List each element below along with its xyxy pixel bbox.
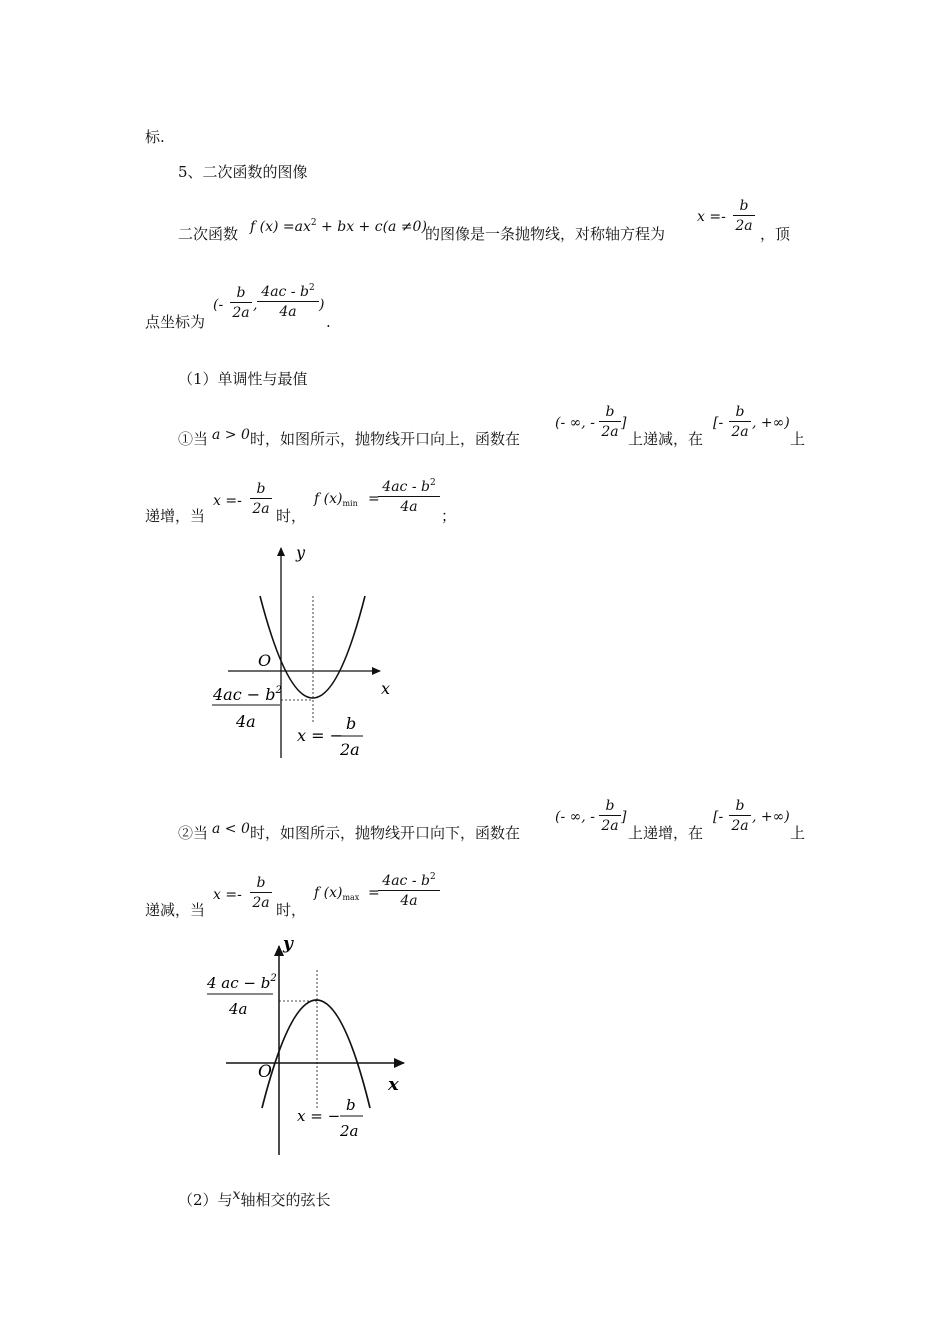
math-formula: x =- <box>213 887 242 903</box>
math-fraction: $\frac{4ac - b^2}{4a}$ <box>378 479 440 514</box>
math-formula: = <box>368 491 380 507</box>
origin-label: O <box>258 1062 272 1082</box>
subheading: （1）单调性与最值 <box>178 370 308 388</box>
parabola-curve <box>262 1000 370 1108</box>
math-fraction: $\frac{4ac - b^2}{4a}$ <box>378 873 440 908</box>
text-line: 标. <box>145 128 165 146</box>
math-formula: x =- <box>213 493 242 509</box>
math-formula: ] <box>621 415 627 431</box>
math-formula: (- <box>213 297 224 313</box>
math-formula: x =- <box>697 209 726 225</box>
text-line: 的图像是一条抛物线，对称轴方程为 <box>425 225 666 243</box>
x-axis-label: x <box>381 679 391 698</box>
math-formula: ] <box>621 809 627 825</box>
text-line: ②当 <box>178 824 209 842</box>
math-formula: ) <box>319 297 325 313</box>
text-line: 上递减，在 <box>628 430 704 448</box>
min-value-numerator: $4ac - b^2$ <box>213 685 282 704</box>
axis-denominator: 2a <box>340 740 360 759</box>
text-line: ，顶 <box>760 225 791 243</box>
y-axis-label: y <box>296 543 306 562</box>
axis-numerator: b <box>346 1096 356 1114</box>
text-line: 时，如图所示，抛物线开口向上，函数在 <box>250 430 521 448</box>
axis-numerator: b <box>346 714 357 733</box>
math-formula: f $(x)_{min}$ <box>314 491 358 508</box>
math-fraction: $\frac{b}{2a}$ <box>729 799 751 833</box>
math-formula: f $(x) =ax^2$ + bx + c(a ≠0) <box>250 218 427 235</box>
x-axis-label: x <box>388 1074 399 1095</box>
math-fraction: $\frac{b}{2a}$ <box>599 405 621 439</box>
math-formula: , +∞) <box>752 809 790 825</box>
math-formula: (- ∞, - <box>555 415 595 431</box>
text-line: 上 <box>790 430 806 448</box>
text-line: 上 <box>790 824 806 842</box>
text-line: 点坐标为 <box>145 313 206 331</box>
axis-equation-lead: x = − <box>297 726 344 745</box>
math-fraction: $\frac{b}{2a}$ <box>250 876 272 910</box>
text-line: 时， <box>276 507 307 525</box>
text-line: 上递增，在 <box>628 824 704 842</box>
math-fraction: $\frac{4ac - b^2}{4a}$ <box>257 284 319 319</box>
math-formula: a > 0 <box>212 427 250 443</box>
math-fraction: $\frac{b}{2a}$ <box>729 405 751 439</box>
text-line: ①当 <box>178 430 209 448</box>
text-line: ； <box>441 507 457 525</box>
math-fraction: $\frac{b}{2a}$ <box>733 199 755 233</box>
section-heading: 5、二次函数的图像 <box>178 163 308 181</box>
text-line: 时，如图所示，抛物线开口向下，函数在 <box>250 824 521 842</box>
math-formula: [- <box>713 415 724 431</box>
origin-label: O <box>258 651 272 670</box>
text-line: 二次函数 <box>178 225 239 243</box>
math-formula: , +∞) <box>752 415 790 431</box>
math-formula: [- <box>713 809 724 825</box>
math-fraction: $\frac{b}{2a}$ <box>599 799 621 833</box>
axis-denominator: 2a <box>340 1122 359 1140</box>
parabola-curve <box>260 596 365 698</box>
max-value-numerator: 4 ac − $b^2$ <box>207 973 277 992</box>
subheading: （2）与x轴相交的弦长 <box>178 1187 331 1209</box>
math-formula: f $(x)_{max}$ <box>314 885 360 902</box>
text-line: . <box>326 313 331 331</box>
math-formula: a < 0 <box>212 821 250 837</box>
math-fraction: $\frac{b}{2a}$ <box>250 482 272 516</box>
min-value-denominator: 4a <box>236 712 256 731</box>
text-line: 时， <box>276 901 307 919</box>
max-value-denominator: 4a <box>229 1000 248 1018</box>
math-formula: , <box>253 297 258 313</box>
math-formula: (- ∞, - <box>555 809 595 825</box>
text-line: 递增，当 <box>145 507 206 525</box>
math-formula: = <box>368 885 380 901</box>
text-line: 递减，当 <box>145 901 206 919</box>
axis-equation-lead: x = − <box>297 1107 341 1125</box>
math-fraction: $\frac{b}{2a}$ <box>230 286 252 320</box>
y-axis-label: y <box>283 934 293 954</box>
